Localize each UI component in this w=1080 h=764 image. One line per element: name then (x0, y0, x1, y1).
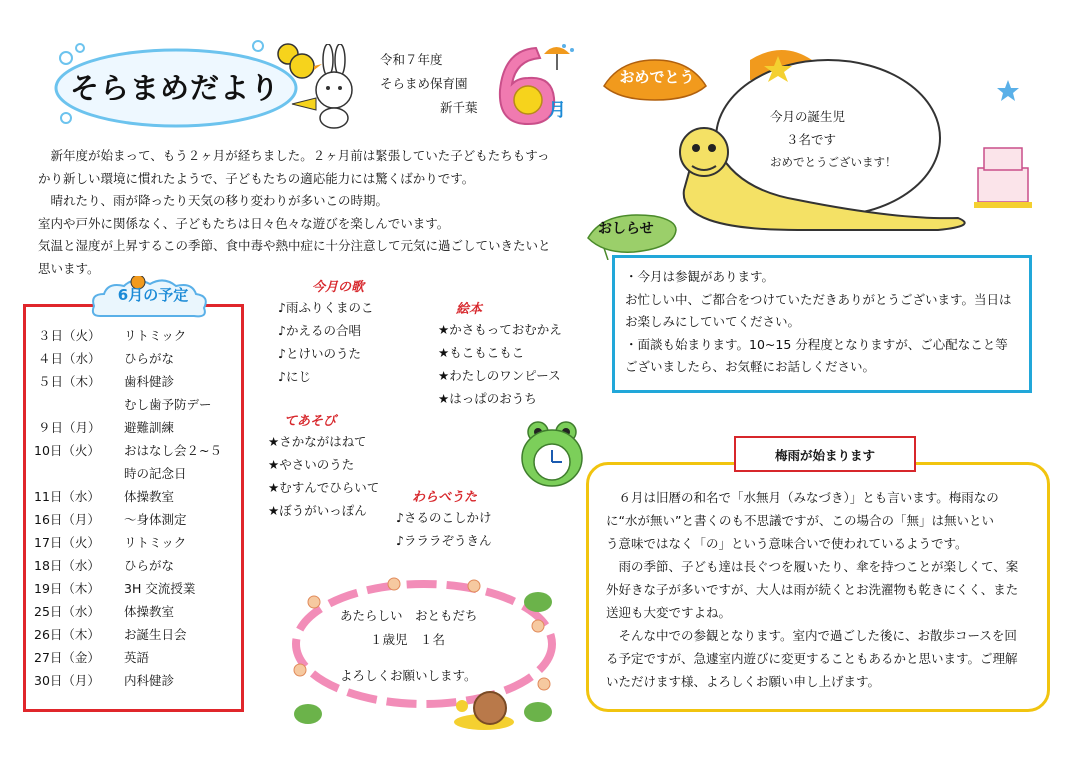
schedule-event: ～身体測定 (124, 512, 187, 527)
schedule-date: 11日（水） (34, 489, 100, 504)
birthday-line: ３名です (786, 132, 837, 147)
header-info (380, 54, 478, 126)
list-item: ★さかながはねて (268, 434, 367, 449)
new-friends-text (340, 604, 478, 688)
bunny-trumpet-illustration (280, 44, 360, 130)
hand-play-title: てあそび (284, 414, 337, 429)
schedule-row (34, 648, 149, 666)
picture-books-list (438, 318, 562, 410)
list-item: ★もこもこもこ (438, 345, 525, 360)
schedule-row (38, 349, 174, 367)
schedule-event: 3H 交流授業 (124, 581, 196, 596)
rainy-line: う意味ではなく「の」という意味合いで使われているようです。 (606, 536, 968, 551)
rainy-season-title: 梅雨が始まります (774, 448, 875, 463)
schedule-event: 歯科健診 (124, 374, 175, 389)
schedule-event: むし歯予防デー (124, 397, 212, 412)
frog-clock-icon (516, 420, 588, 490)
rainy-season-text (606, 486, 1034, 693)
schedule-date: 26日（木） (34, 627, 100, 642)
new-friends-line: よろしくお願いします。 (340, 668, 477, 683)
schedule-row (38, 372, 174, 390)
class-name: 新千葉 (440, 100, 478, 115)
notice-line: お忙しい中、ご都合をつけていただきありがとうございます。当日は (625, 291, 1012, 307)
schedule-date: ４日（水） (38, 351, 101, 366)
intro-line: 晴れたり、雨が降ったり天気の移り変わりが多いこの時期。 (38, 193, 389, 208)
notice-line: ・面談も始まります。10~15 分程度となりますが、ご心配なこと等 (625, 336, 1008, 352)
rainy-line: 外好きな子が多いですが、大人は雨が続くとお洗濯物も乾きにくく、また (606, 582, 1019, 597)
rainy-line: る予定ですが、急遽室内遊びに変更することもあるかと思います。ご理解 (606, 651, 1018, 666)
schedule-row (34, 487, 174, 505)
omedetou-text: おめでとう (619, 68, 695, 86)
intro-line: 思います。 (38, 260, 100, 276)
list-item: ♪さるのこしかけ (396, 510, 492, 525)
schedule-event: 英語 (124, 650, 150, 665)
schedule-event: おはなし会２~５ (124, 443, 222, 458)
schedule-row (34, 625, 187, 643)
intro-line: かり新しい環境に慣れたようで、子どもたちの適応能力には驚くばかりです。 (38, 170, 475, 186)
birthday-line: 今月の誕生児 (770, 109, 846, 124)
rainy-line: 送迎も大変ですよね。 (606, 605, 732, 620)
list-item: ♪とけいのうた (278, 346, 361, 361)
birthday-text (770, 105, 897, 174)
schedule-date: ５日（木） (38, 374, 101, 389)
schedule-date: 27日（金） (34, 650, 100, 665)
notice-tag: おしらせ (598, 221, 654, 237)
schedule-date: 19日（木） (34, 581, 100, 596)
list-item: ♪にじ (278, 369, 311, 384)
school-name: そらまめ保育園 (380, 76, 468, 91)
schedule-row (34, 441, 222, 459)
fiscal-year: 令和７年度 (380, 52, 443, 67)
schedule-date: 10日（火） (34, 443, 100, 458)
hand-play-list (268, 430, 379, 522)
list-item: ♪雨ふりくまのこ (278, 300, 374, 315)
schedule-row (38, 464, 187, 482)
schedule-event: リトミック (124, 535, 187, 550)
schedule-date: ９日（月） (38, 420, 101, 435)
notice-line: お楽しみにしていてください。 (625, 314, 801, 329)
rainy-line: 雨の季節、子ども達は長ぐつを履いたり、傘を持つことが楽しくて、案 (606, 559, 1019, 574)
schedule-row (34, 602, 174, 620)
schedule-date: 16日（月） (34, 512, 100, 527)
schedule-date: 17日（火） (34, 535, 100, 550)
schedule-event: ひらがな (124, 558, 175, 573)
rainy-line: そんな中での参観となります。室内で過ごした後に、お散歩コースを回 (606, 628, 1017, 643)
schedule-row (34, 510, 187, 528)
schedule-row (38, 326, 186, 344)
rainy-line: ６月は旧暦の和名で「水無月（みなづき）」とも言います。梅雨なの (606, 490, 999, 505)
month-char: 月 (548, 100, 566, 121)
schedule-row (38, 418, 174, 436)
schedule-event: 体操教室 (124, 604, 175, 619)
songs-title: 今月の歌 (312, 280, 365, 295)
schedule-date: 30日（月） (34, 673, 100, 688)
schedule-date: 18日（水） (34, 558, 100, 573)
schedule-title: 6月の予定 (117, 286, 189, 304)
schedule-row (34, 533, 186, 551)
new-friends-line: あたらしい おともだち (340, 608, 478, 623)
rainy-line: に“水が無い”と書くのも不思議ですが、この場合の「無」は無いとい (606, 513, 994, 528)
notice-line: ございましたら、お気軽にお話しください。 (625, 359, 876, 374)
list-item: ★はっぱのおうち (438, 391, 537, 406)
schedule-event: リトミック (124, 328, 187, 343)
schedule-row (34, 579, 195, 597)
warabe-title: わらべうた (412, 490, 478, 505)
intro-line: 室内や戸外に関係なく、子どもたちは日々色々な遊びを楽しんでいます。 (38, 215, 450, 231)
list-item: ★むすんでひらいて (268, 480, 380, 495)
schedule-date: 25日（水） (34, 604, 100, 619)
schedule-date: ３日（火） (38, 328, 101, 343)
warabe-list (396, 506, 491, 552)
schedule-row (38, 395, 212, 413)
schedule-event: 体操教室 (124, 489, 175, 504)
intro-line: 気温と湿度が上昇するこの季節、食中毒や熱中症に十分注意して元気に過ごしていきたいと (38, 238, 551, 253)
songs-list (278, 296, 373, 388)
notice-text (625, 266, 1025, 379)
birthday-line: おめでとうございます！ (770, 155, 897, 169)
newsletter-title: そらまめだより (70, 71, 281, 105)
schedule-row (34, 671, 174, 689)
new-friends-line: １歳児 １名 (370, 632, 446, 647)
schedule-event: 時の記念日 (124, 466, 187, 481)
list-item: ★ぼうがいっぽん (268, 503, 367, 518)
list-item: ♪ラララぞうきん (396, 533, 492, 548)
list-item: ♪かえるの合唱 (278, 323, 361, 338)
list-item: ★かさもっておむかえ (438, 322, 562, 337)
picture-books-title: 絵本 (456, 302, 483, 317)
schedule-event: 避難訓練 (124, 420, 175, 435)
schedule-event: 内科健診 (124, 673, 175, 688)
rainy-line: いただけます様、よろしくお願い申し上げます。 (606, 674, 881, 689)
schedule-event: ひらがな (124, 351, 175, 366)
schedule-row (34, 556, 174, 574)
intro-line: 新年度が始まって、もう２ヶ月が経ちました。２ヶ月前は緊張していた子どもたちもすっ (38, 148, 550, 163)
schedule-event: お誕生日会 (124, 627, 187, 642)
intro-paragraph (38, 145, 578, 280)
list-item: ★わたしのワンピース (438, 368, 561, 383)
list-item: ★やさいのうた (268, 457, 355, 472)
notice-line: ・今月は参観があります。 (625, 269, 775, 284)
